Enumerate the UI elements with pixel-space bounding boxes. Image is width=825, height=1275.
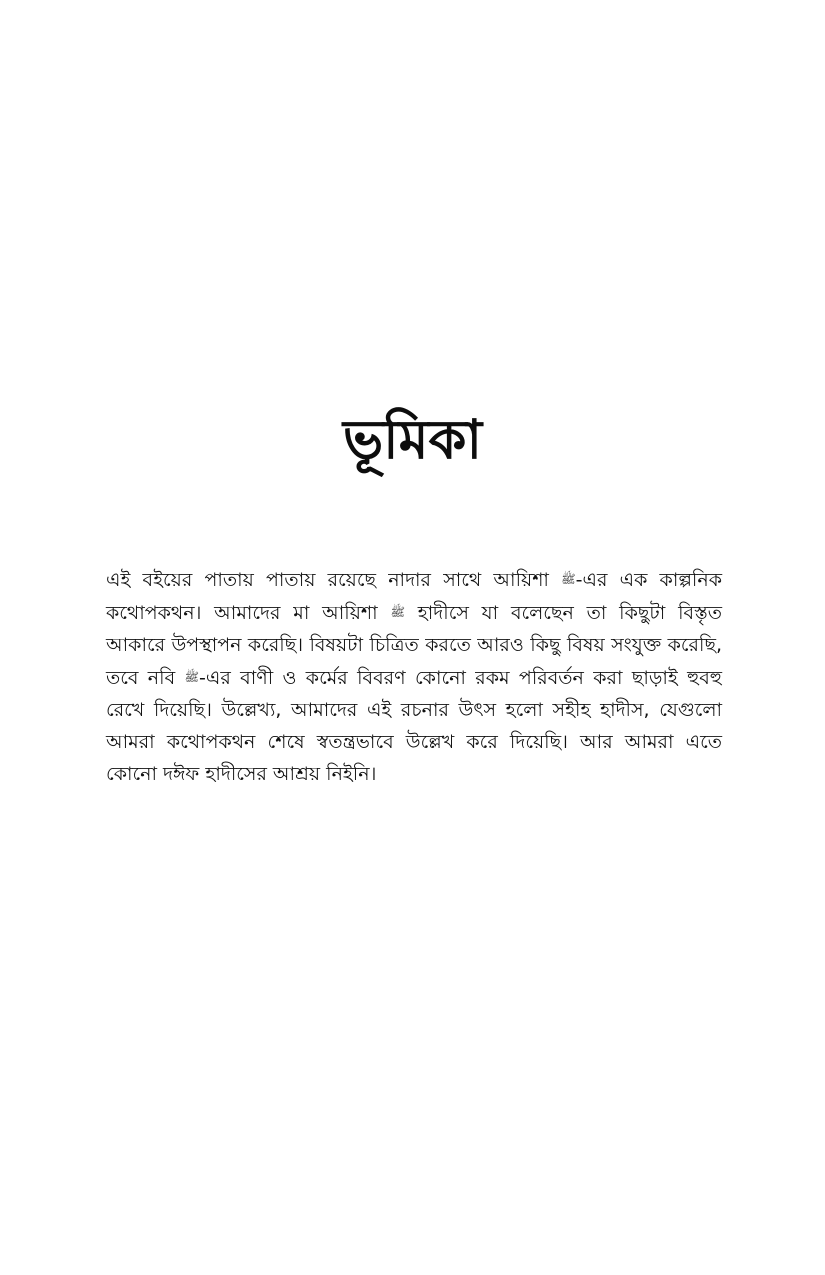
paragraph-line-4: [106, 661, 722, 694]
paragraph-line-7: কোনো দঈফ হাদীসের আশ্রয় নিইনি।: [106, 763, 377, 785]
line-1-text-start: এই বইয়ের পাতায় পাতায় রয়েছে নাদার সাথে আয়িশা: [106, 569, 562, 591]
page-title: ভূমিকা: [342, 408, 483, 471]
line-2-text-end: হাদীসে যা বলেছেন তা কিছুটা বিস্তৃত: [404, 602, 723, 624]
line-4-text-end: -এর বাণী ও কর্মের বিবরণ কোনো রকম পরিবর্তন করা ছাড়াই হুবহু: [199, 667, 722, 689]
paragraph-line-1: [106, 563, 722, 596]
salawat-ligature-icon: ﷺ: [184, 670, 200, 684]
line-1-text-end: -এর এক কাল্পনিক: [575, 569, 722, 591]
introduction-paragraph: [106, 563, 722, 790]
paragraph-line-6: আমরা কথোপকথন শেষে স্বতন্ত্রভাবে উল্লেখ করে দিয়েছি। আর আমরা এতে: [106, 731, 722, 753]
honorific-ligature-icon: ﷺ: [561, 572, 576, 586]
paragraph-line-3: আকারে উপস্থাপন করেছি। বিষয়টা চিত্রিত করতে আরও কিছু বিষয় সংযুক্ত করেছি,: [106, 634, 722, 656]
honorific-ligature-icon: ﷺ: [390, 605, 405, 619]
paragraph-line-2: [106, 596, 722, 629]
line-2-text-start: কথোপকথন। আমাদের মা আয়িশা: [106, 602, 391, 624]
paragraph-line-5: রেখে দিয়েছি। উল্লেখ্য, আমাদের এই রচনার উৎস হলো সহীহ হাদীস, যেগুলো: [106, 699, 722, 721]
line-4-text-start: তবে নবি: [106, 667, 185, 689]
